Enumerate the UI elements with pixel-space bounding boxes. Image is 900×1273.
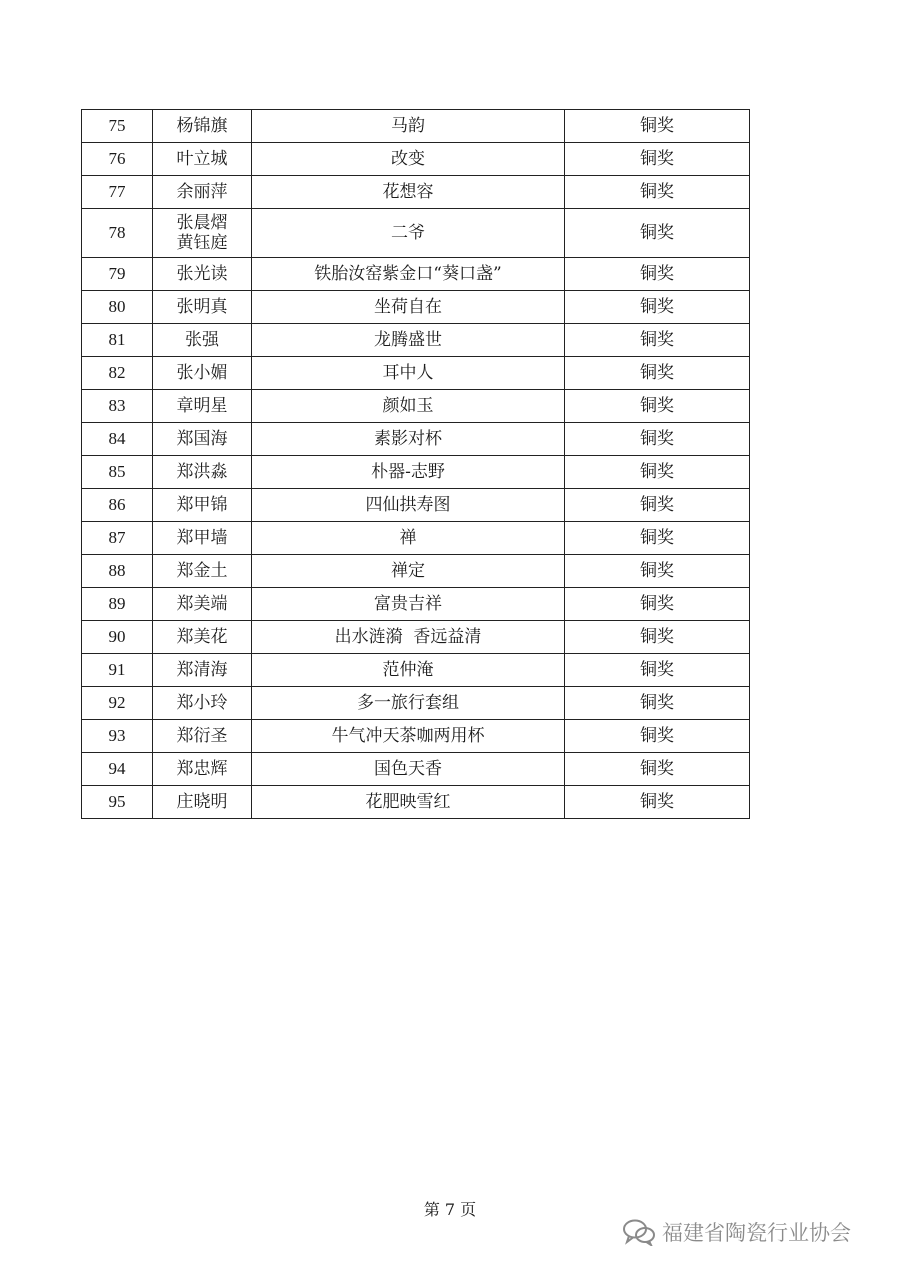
cell-award: 铜奖: [565, 258, 750, 291]
cell-work-title: 耳中人: [252, 357, 565, 390]
cell-award: 铜奖: [565, 110, 750, 143]
author-name: 郑忠辉: [176, 759, 228, 779]
cell-award: 铜奖: [565, 390, 750, 423]
cell-number: 82: [82, 357, 153, 390]
cell-number: 85: [82, 456, 153, 489]
cell-award: 铜奖: [565, 753, 750, 786]
cell-author: [153, 753, 252, 786]
author-name: 张小媚: [176, 363, 228, 383]
author-name: 黄钰庭: [176, 233, 228, 253]
watermark: [622, 1216, 851, 1248]
table-row: [82, 423, 750, 456]
cell-author: [153, 110, 252, 143]
cell-work-title: 四仙拱寿图: [252, 489, 565, 522]
table-row: [82, 555, 750, 588]
author-name: 章明星: [176, 396, 228, 416]
cell-award: 铜奖: [565, 209, 750, 258]
table-row: [82, 588, 750, 621]
cell-work-title: 二爷: [252, 209, 565, 258]
cell-award: 铜奖: [565, 522, 750, 555]
author-name: 张明真: [176, 297, 228, 317]
author-name: 张晨熠: [176, 213, 228, 233]
cell-author: [153, 654, 252, 687]
cell-award: 铜奖: [565, 720, 750, 753]
cell-number: 78: [82, 209, 153, 258]
cell-work-title: 禅定: [252, 555, 565, 588]
cell-work-title: 多一旅行套组: [252, 687, 565, 720]
cell-work-title: 富贵吉祥: [252, 588, 565, 621]
cell-author: [153, 489, 252, 522]
cell-work-title: 禅: [252, 522, 565, 555]
cell-award: 铜奖: [565, 291, 750, 324]
cell-number: 91: [82, 654, 153, 687]
cell-number: 90: [82, 621, 153, 654]
cell-award: 铜奖: [565, 456, 750, 489]
cell-author: [153, 324, 252, 357]
cell-award: 铜奖: [565, 654, 750, 687]
table-row: [82, 489, 750, 522]
author-name: 郑美端: [176, 594, 228, 614]
cell-author: [153, 588, 252, 621]
table-row: [82, 786, 750, 819]
table-row: [82, 456, 750, 489]
cell-work-title: 马韵: [252, 110, 565, 143]
table-row: [82, 621, 750, 654]
table-row: [82, 258, 750, 291]
cell-number: 76: [82, 143, 153, 176]
cell-author: [153, 456, 252, 489]
cell-award: 铜奖: [565, 786, 750, 819]
cell-number: 84: [82, 423, 153, 456]
cell-work-title: 牛气冲天茶咖两用杯: [252, 720, 565, 753]
cell-award: 铜奖: [565, 176, 750, 209]
table-row: [82, 143, 750, 176]
cell-author: [153, 687, 252, 720]
author-name: 郑甲墙: [176, 528, 228, 548]
cell-author: [153, 258, 252, 291]
cell-author: [153, 522, 252, 555]
cell-author: [153, 390, 252, 423]
cell-award: 铜奖: [565, 143, 750, 176]
cell-number: 86: [82, 489, 153, 522]
cell-work-title: 花肥映雪红: [252, 786, 565, 819]
cell-number: 88: [82, 555, 153, 588]
table-row: [82, 720, 750, 753]
cell-author: [153, 720, 252, 753]
cell-author: [153, 555, 252, 588]
cell-work-title: 颜如玉: [252, 390, 565, 423]
table-row: [82, 522, 750, 555]
cell-award: 铜奖: [565, 687, 750, 720]
cell-number: 77: [82, 176, 153, 209]
table-row: [82, 654, 750, 687]
cell-work-title: 国色天香: [252, 753, 565, 786]
cell-award: 铜奖: [565, 489, 750, 522]
table-row: [82, 209, 750, 258]
cell-author: [153, 176, 252, 209]
cell-work-title: 朴器-志野: [252, 456, 565, 489]
cell-number: 94: [82, 753, 153, 786]
table-row: [82, 357, 750, 390]
cell-author: [153, 621, 252, 654]
author-name: 郑甲锦: [176, 495, 228, 515]
cell-work-title: 铁胎汝窑紫金口“葵口盏”: [252, 258, 565, 291]
cell-number: 75: [82, 110, 153, 143]
cell-work-title: 改变: [252, 143, 565, 176]
table-row: [82, 390, 750, 423]
author-name: 郑国海: [176, 429, 228, 449]
wechat-icon: [622, 1218, 656, 1246]
awards-table: [81, 109, 750, 819]
cell-work-title: 范仲淹: [252, 654, 565, 687]
cell-number: 80: [82, 291, 153, 324]
author-name: 张光读: [176, 264, 228, 284]
cell-work-title: 龙腾盛世: [252, 324, 565, 357]
author-name: 张强: [185, 330, 219, 350]
cell-author: [153, 209, 252, 258]
cell-number: 92: [82, 687, 153, 720]
cell-number: 79: [82, 258, 153, 291]
table-row: [82, 753, 750, 786]
cell-author: [153, 786, 252, 819]
table-row: [82, 176, 750, 209]
author-name: 余丽萍: [176, 182, 228, 202]
cell-award: 铜奖: [565, 324, 750, 357]
cell-author: [153, 357, 252, 390]
cell-number: 83: [82, 390, 153, 423]
awards-table-body: [82, 110, 750, 819]
table-row: [82, 687, 750, 720]
cell-award: 铜奖: [565, 555, 750, 588]
cell-author: [153, 423, 252, 456]
author-name: 郑小玲: [176, 693, 228, 713]
table-row: [82, 324, 750, 357]
author-name: 郑金土: [176, 561, 228, 581]
cell-award: 铜奖: [565, 423, 750, 456]
author-name: 郑美花: [176, 627, 228, 647]
cell-work-title: 坐荷自在: [252, 291, 565, 324]
author-name: 郑衍圣: [176, 726, 228, 746]
table-row: [82, 291, 750, 324]
cell-work-title: 素影对杯: [252, 423, 565, 456]
cell-award: 铜奖: [565, 588, 750, 621]
table-row: [82, 110, 750, 143]
cell-number: 87: [82, 522, 153, 555]
cell-award: 铜奖: [565, 357, 750, 390]
cell-work-title: 出水涟漪 香远益清: [252, 621, 565, 654]
author-name: 郑清海: [176, 660, 228, 680]
author-name: 杨锦旗: [176, 116, 228, 136]
cell-author: [153, 143, 252, 176]
cell-number: 89: [82, 588, 153, 621]
watermark-text: 福建省陶瓷行业协会: [662, 1221, 851, 1245]
cell-number: 95: [82, 786, 153, 819]
page-number: 第 7 页: [423, 1200, 477, 1219]
author-name: 庄晓明: [176, 792, 228, 812]
cell-work-title: 花想容: [252, 176, 565, 209]
cell-award: 铜奖: [565, 621, 750, 654]
author-name: 郑洪淼: [176, 462, 228, 482]
cell-author: [153, 291, 252, 324]
cell-number: 81: [82, 324, 153, 357]
cell-number: 93: [82, 720, 153, 753]
author-name: 叶立城: [176, 149, 228, 169]
